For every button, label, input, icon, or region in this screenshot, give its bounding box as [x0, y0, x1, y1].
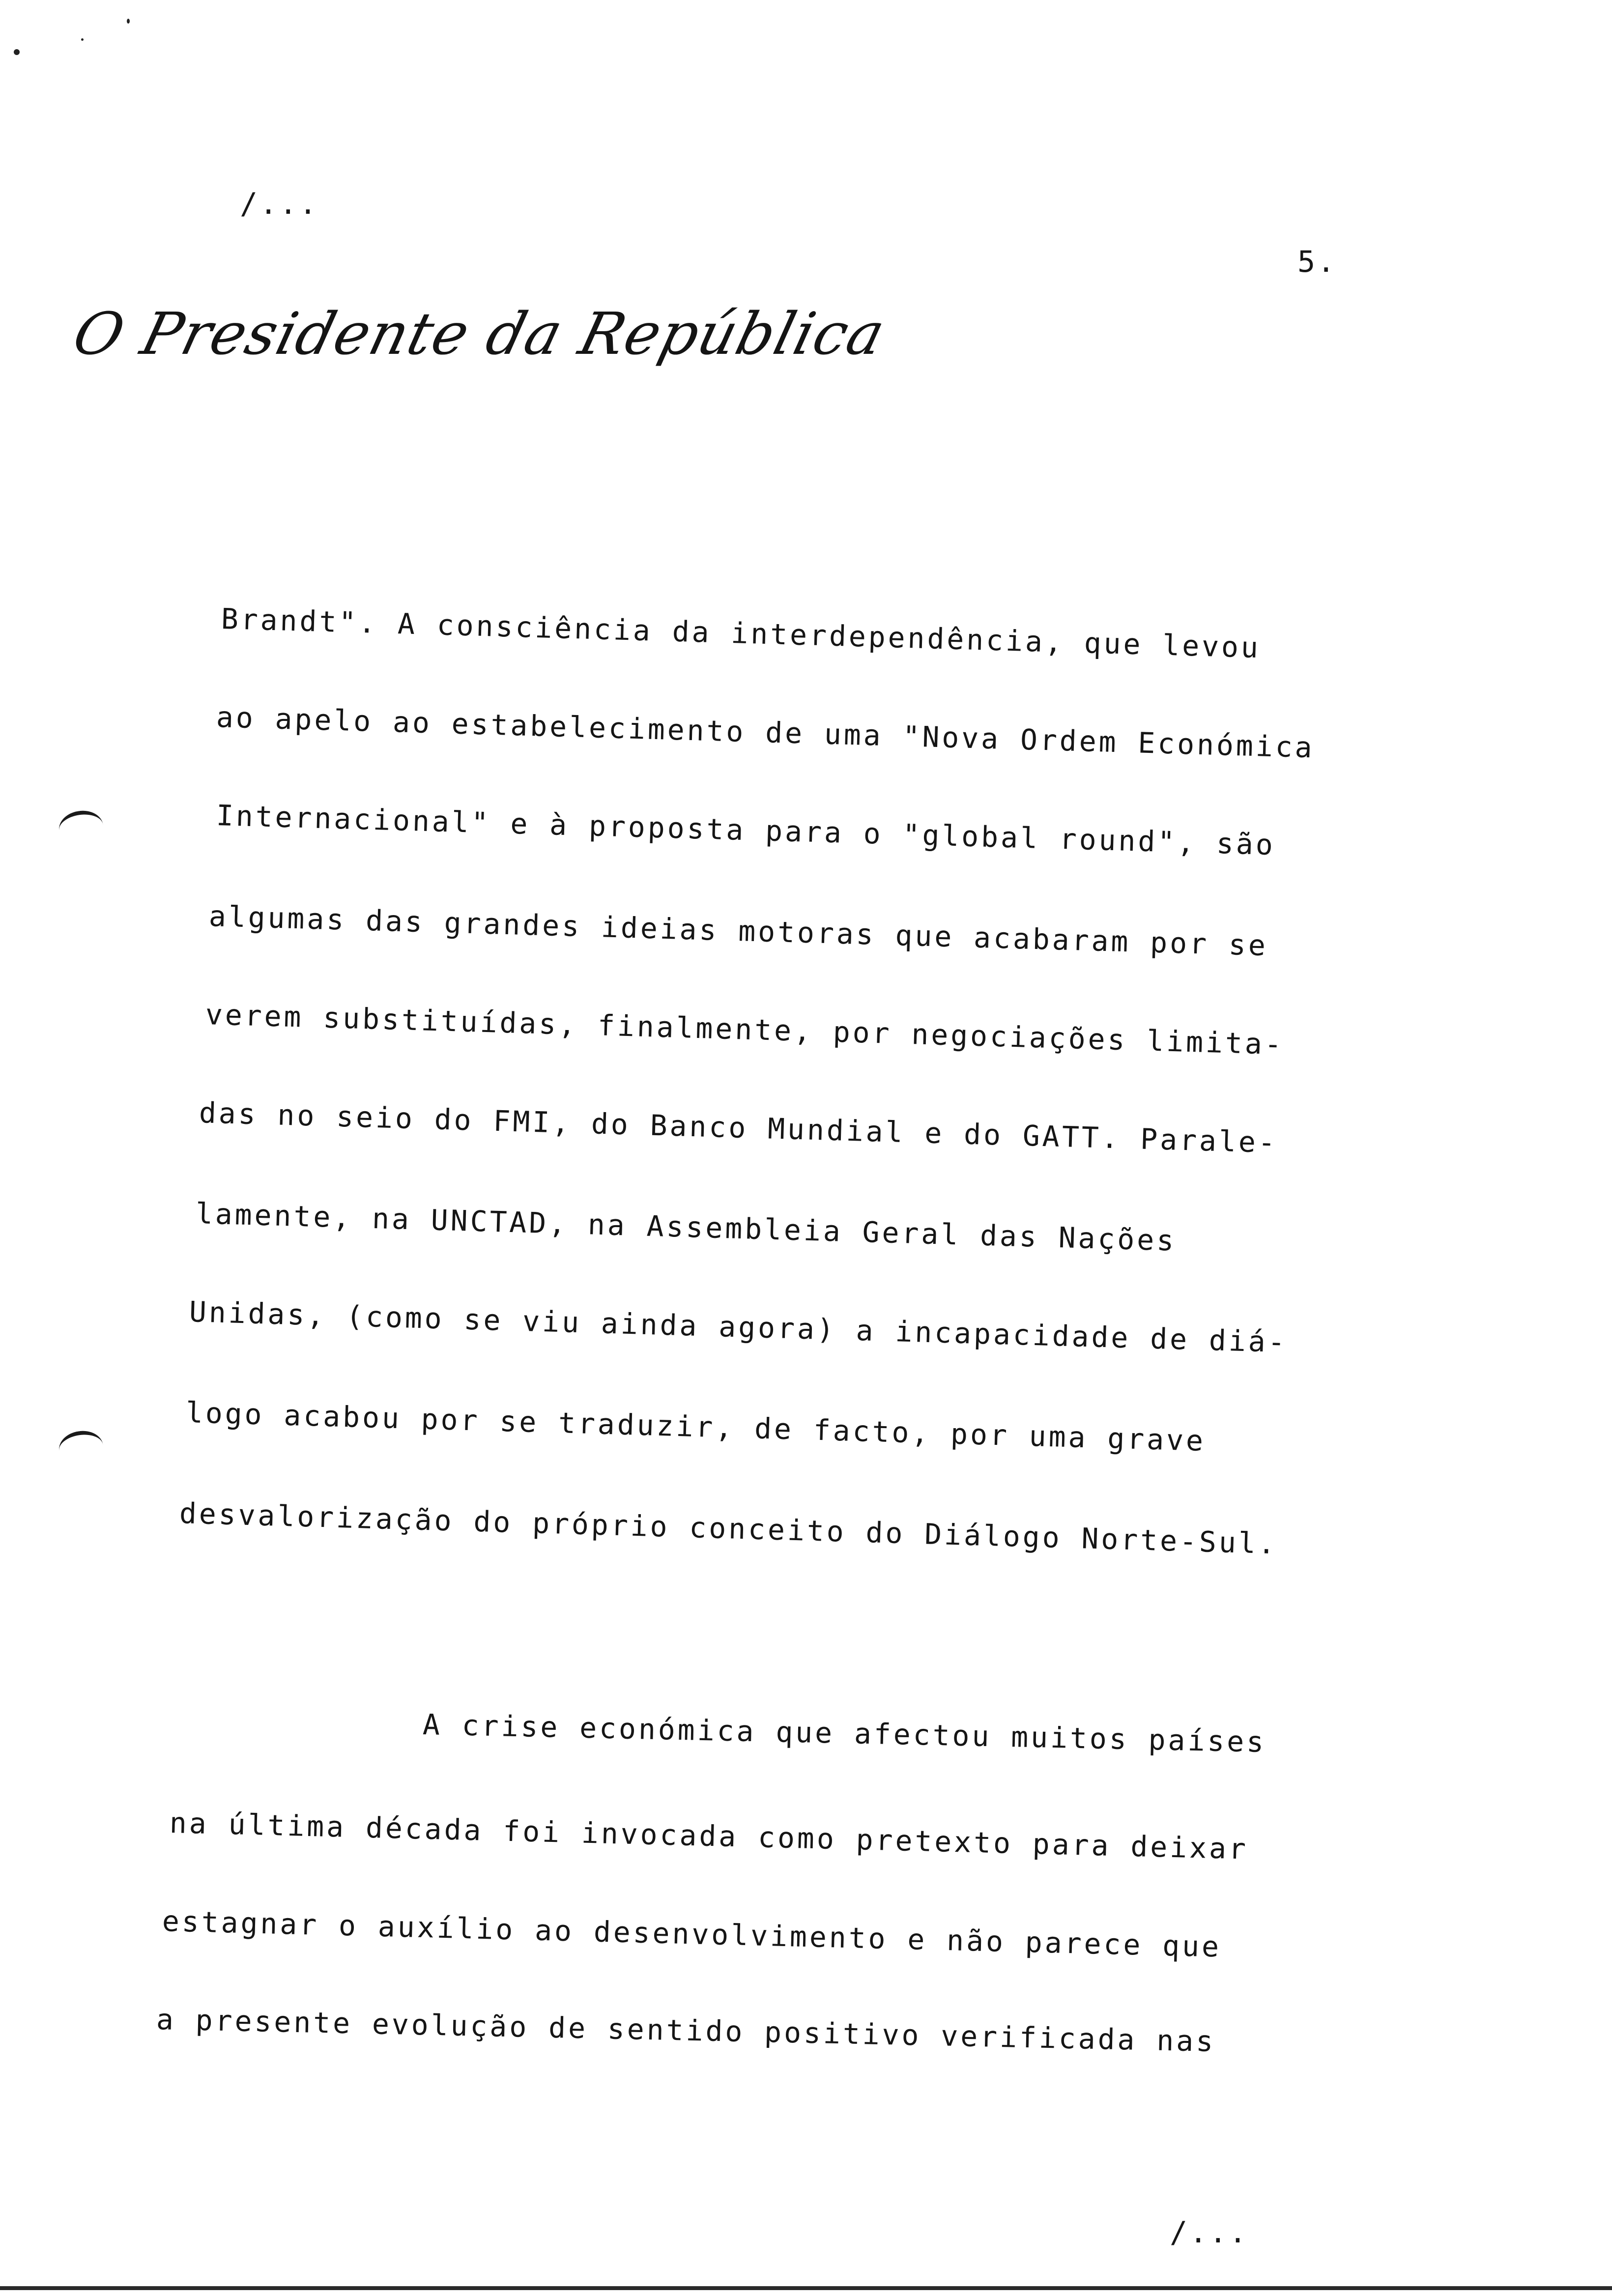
- paragraph-line: na última década foi invocada como pretexto para deixar: [169, 1806, 1249, 1866]
- paragraph-line: verem substituídas, finalmente, por negociações limita-: [205, 998, 1285, 1062]
- paragraph-line: Unidas, (como se viu ainda agora) a incapacidade de diá-: [189, 1295, 1288, 1359]
- paragraph-line: desvalorização do próprio conceito do Diálogo Norte-Sul.: [179, 1496, 1278, 1561]
- paragraph-line: Brandt". A consciência da interdependência, que levou: [221, 602, 1261, 665]
- paragraph-line: ao apelo ao estabelecimento de uma "Nova Ordem Económica: [216, 700, 1315, 765]
- letterhead-title: O Presidente da República: [66, 300, 892, 368]
- scan-speck: [127, 19, 130, 24]
- continuation-mark-bottom: /...: [1170, 2215, 1249, 2250]
- page-number: 5.: [1297, 245, 1337, 279]
- paragraph-line: lamente, na UNCTAD, na Assembleia Geral das Nações: [195, 1197, 1177, 1258]
- paragraph-line: logo acabou por se traduzir, de facto, por uma grave: [185, 1396, 1206, 1458]
- paragraph-line: Internacional" e à proposta para o "global round", são: [216, 799, 1276, 862]
- paragraph-line: das no seio do FMI, do Banco Mundial e do GATT. Parale-: [199, 1096, 1278, 1160]
- scan-speck: [81, 38, 84, 41]
- continuation-mark-top: /...: [240, 187, 319, 221]
- scan-edge-line: [0, 2286, 1612, 2290]
- paragraph-line: algumas das grandes ideias motoras que acabaram por se: [208, 899, 1268, 963]
- paragraph-line: estagnar o auxílio ao desenvolvimento e não parece que: [162, 1904, 1222, 1964]
- scan-speck: [14, 49, 20, 55]
- punch-hole-mark: [57, 808, 106, 847]
- paragraph-line: a presente evolução de sentido positivo verificada nas: [156, 2003, 1216, 2059]
- punch-hole-mark: [57, 1428, 106, 1467]
- paragraph-line: A crise económica que afectou muitos países: [422, 1708, 1267, 1759]
